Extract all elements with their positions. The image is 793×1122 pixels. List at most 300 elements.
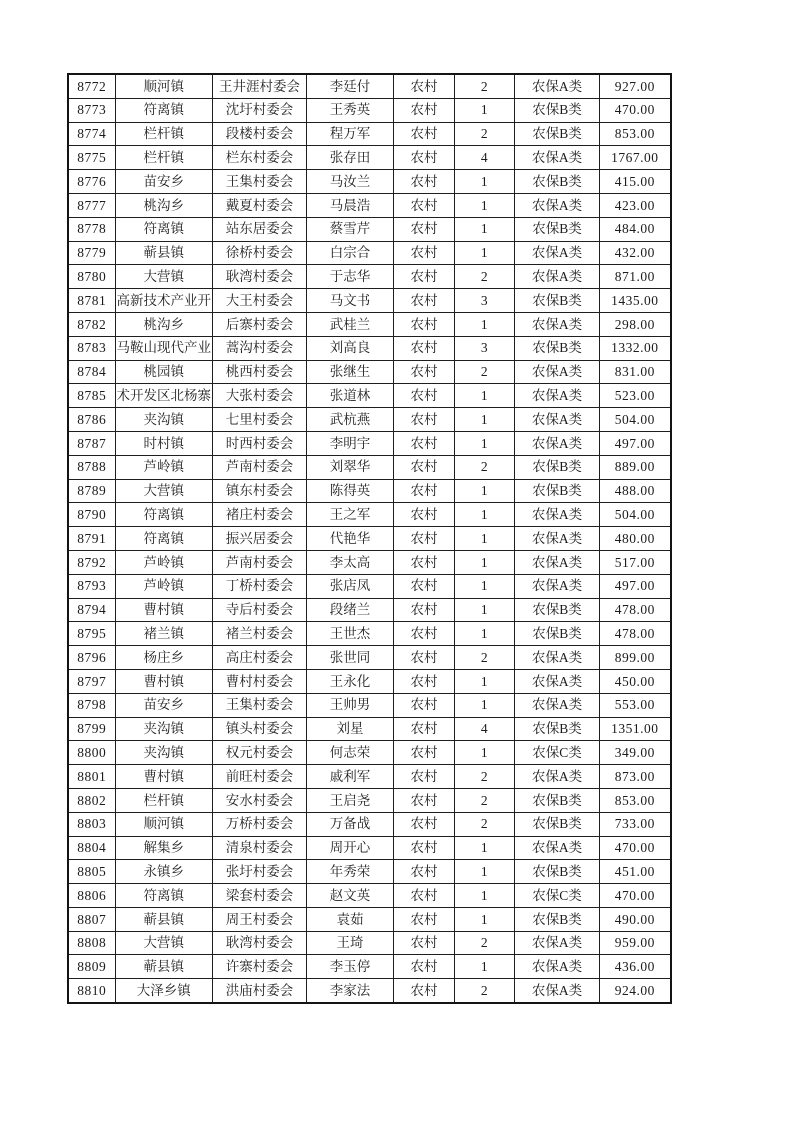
cell-seq: 8778 [68,217,115,241]
table-row [68,836,671,860]
cell-person-name: 刘星 [307,717,394,741]
cell-residence-type: 农村 [394,669,455,693]
cell-person-name: 李家法 [307,979,394,1003]
cell-insurance-category: 农保B类 [515,860,600,884]
cell-town: 曹村镇 [115,598,213,622]
cell-amount: 488.00 [600,479,671,503]
cell-village: 安水村委会 [213,788,307,812]
cell-person-name: 王秀英 [307,98,394,122]
cell-town: 栏杆镇 [115,146,213,170]
cell-residence-type: 农村 [394,336,455,360]
cell-count: 1 [455,217,515,241]
cell-count: 2 [455,812,515,836]
cell-amount: 959.00 [600,931,671,955]
cell-person-name: 于志华 [307,265,394,289]
cell-count: 1 [455,860,515,884]
cell-count: 1 [455,550,515,574]
cell-insurance-category: 农保A类 [515,693,600,717]
cell-town: 大营镇 [115,931,213,955]
cell-insurance-category: 农保C类 [515,741,600,765]
cell-seq: 8793 [68,574,115,598]
cell-village: 蒿沟村委会 [213,336,307,360]
cell-town: 解集乡 [115,836,213,860]
cell-person-name: 李廷付 [307,74,394,98]
cell-amount: 871.00 [600,265,671,289]
cell-town: 褚兰镇 [115,622,213,646]
cell-seq: 8800 [68,741,115,765]
cell-insurance-category: 农保A类 [515,241,600,265]
cell-amount: 873.00 [600,765,671,789]
cell-amount: 504.00 [600,408,671,432]
cell-town: 术开发区北杨寨 [115,384,213,408]
cell-seq: 8791 [68,527,115,551]
cell-residence-type: 农村 [394,527,455,551]
table-row [68,146,671,170]
table-row [68,431,671,455]
cell-seq: 8789 [68,479,115,503]
cell-person-name: 李太高 [307,550,394,574]
table-row [68,669,671,693]
cell-village: 大王村委会 [213,289,307,313]
cell-count: 1 [455,241,515,265]
cell-residence-type: 农村 [394,836,455,860]
cell-person-name: 马晨浩 [307,193,394,217]
cell-count: 1 [455,503,515,527]
cell-count: 1 [455,669,515,693]
cell-amount: 470.00 [600,836,671,860]
cell-seq: 8775 [68,146,115,170]
cell-seq: 8774 [68,122,115,146]
cell-seq: 8792 [68,550,115,574]
cell-town: 时村镇 [115,431,213,455]
cell-village: 沈圩村委会 [213,98,307,122]
cell-amount: 450.00 [600,669,671,693]
cell-person-name: 王世杰 [307,622,394,646]
cell-village: 镇东村委会 [213,479,307,503]
cell-insurance-category: 农保B类 [515,217,600,241]
cell-person-name: 马汝兰 [307,170,394,194]
cell-residence-type: 农村 [394,812,455,836]
cell-insurance-category: 农保B类 [515,717,600,741]
cell-count: 2 [455,455,515,479]
cell-town: 蕲县镇 [115,955,213,979]
table-row [68,98,671,122]
cell-village: 桃西村委会 [213,360,307,384]
cell-town: 桃沟乡 [115,193,213,217]
cell-seq: 8798 [68,693,115,717]
cell-count: 2 [455,765,515,789]
cell-amount: 853.00 [600,788,671,812]
cell-person-name: 王启尧 [307,788,394,812]
cell-count: 2 [455,931,515,955]
cell-count: 2 [455,788,515,812]
cell-person-name: 陈得英 [307,479,394,503]
cell-village: 王集村委会 [213,170,307,194]
table-row [68,122,671,146]
cell-residence-type: 农村 [394,146,455,170]
cell-insurance-category: 农保A类 [515,765,600,789]
cell-insurance-category: 农保C类 [515,884,600,908]
cell-residence-type: 农村 [394,693,455,717]
cell-person-name: 何志荣 [307,741,394,765]
table-row [68,336,671,360]
cell-person-name: 段绪兰 [307,598,394,622]
cell-seq: 8780 [68,265,115,289]
cell-person-name: 年秀荣 [307,860,394,884]
cell-residence-type: 农村 [394,884,455,908]
benefit-roster-table [67,73,672,1004]
cell-village: 七里村委会 [213,408,307,432]
cell-seq: 8795 [68,622,115,646]
cell-residence-type: 农村 [394,622,455,646]
table-row [68,646,671,670]
cell-village: 站东居委会 [213,217,307,241]
table-row [68,550,671,574]
table-row [68,741,671,765]
cell-person-name: 王之军 [307,503,394,527]
cell-residence-type: 农村 [394,931,455,955]
cell-insurance-category: 农保B类 [515,907,600,931]
cell-amount: 436.00 [600,955,671,979]
cell-insurance-category: 农保A类 [515,146,600,170]
cell-seq: 8790 [68,503,115,527]
cell-count: 1 [455,384,515,408]
cell-person-name: 袁茹 [307,907,394,931]
table-row [68,312,671,336]
cell-count: 1 [455,574,515,598]
cell-count: 3 [455,289,515,313]
cell-insurance-category: 农保B类 [515,812,600,836]
cell-seq: 8807 [68,907,115,931]
cell-amount: 853.00 [600,122,671,146]
cell-amount: 432.00 [600,241,671,265]
table-row [68,527,671,551]
cell-residence-type: 农村 [394,289,455,313]
cell-person-name: 代艳华 [307,527,394,551]
cell-count: 2 [455,265,515,289]
cell-town: 大泽乡镇 [115,979,213,1003]
cell-residence-type: 农村 [394,503,455,527]
cell-count: 4 [455,717,515,741]
cell-residence-type: 农村 [394,98,455,122]
cell-seq: 8779 [68,241,115,265]
cell-village: 褚庄村委会 [213,503,307,527]
cell-amount: 480.00 [600,527,671,551]
cell-person-name: 张世同 [307,646,394,670]
cell-town: 大营镇 [115,265,213,289]
cell-residence-type: 农村 [394,955,455,979]
cell-town: 顺河镇 [115,74,213,98]
table-row [68,693,671,717]
cell-seq: 8776 [68,170,115,194]
cell-amount: 899.00 [600,646,671,670]
cell-residence-type: 农村 [394,431,455,455]
cell-amount: 349.00 [600,741,671,765]
cell-amount: 523.00 [600,384,671,408]
cell-residence-type: 农村 [394,598,455,622]
cell-residence-type: 农村 [394,646,455,670]
cell-seq: 8788 [68,455,115,479]
cell-seq: 8799 [68,717,115,741]
cell-count: 2 [455,122,515,146]
cell-count: 2 [455,74,515,98]
cell-town: 曹村镇 [115,765,213,789]
cell-village: 洪庙村委会 [213,979,307,1003]
cell-town: 符离镇 [115,98,213,122]
table-row [68,74,671,98]
cell-seq: 8772 [68,74,115,98]
cell-insurance-category: 农保A类 [515,574,600,598]
cell-amount: 497.00 [600,574,671,598]
cell-insurance-category: 农保B类 [515,336,600,360]
cell-person-name: 刘高良 [307,336,394,360]
cell-town: 栏杆镇 [115,788,213,812]
cell-count: 1 [455,431,515,455]
cell-insurance-category: 农保A类 [515,193,600,217]
cell-count: 1 [455,693,515,717]
table-row [68,717,671,741]
cell-person-name: 武杭燕 [307,408,394,432]
cell-count: 1 [455,598,515,622]
cell-town: 栏杆镇 [115,122,213,146]
cell-village: 芦南村委会 [213,455,307,479]
cell-seq: 8781 [68,289,115,313]
table-row [68,241,671,265]
cell-amount: 517.00 [600,550,671,574]
cell-town: 蕲县镇 [115,907,213,931]
cell-count: 1 [455,741,515,765]
cell-village: 曹村村委会 [213,669,307,693]
cell-insurance-category: 农保A类 [515,931,600,955]
cell-seq: 8797 [68,669,115,693]
cell-village: 寺后村委会 [213,598,307,622]
cell-seq: 8796 [68,646,115,670]
cell-insurance-category: 农保B类 [515,622,600,646]
cell-insurance-category: 农保A类 [515,503,600,527]
table-row [68,503,671,527]
cell-town: 符离镇 [115,884,213,908]
cell-insurance-category: 农保A类 [515,74,600,98]
cell-count: 1 [455,884,515,908]
table-row [68,384,671,408]
table-row [68,193,671,217]
cell-seq: 8783 [68,336,115,360]
cell-town: 苗安乡 [115,170,213,194]
cell-seq: 8782 [68,312,115,336]
cell-count: 1 [455,527,515,551]
cell-village: 周王村委会 [213,907,307,931]
cell-person-name: 李明宇 [307,431,394,455]
cell-amount: 1332.00 [600,336,671,360]
cell-village: 许寨村委会 [213,955,307,979]
cell-village: 高庄村委会 [213,646,307,670]
cell-seq: 8801 [68,765,115,789]
cell-person-name: 戚利军 [307,765,394,789]
cell-residence-type: 农村 [394,217,455,241]
cell-residence-type: 农村 [394,550,455,574]
cell-residence-type: 农村 [394,455,455,479]
cell-seq: 8810 [68,979,115,1003]
table-row [68,931,671,955]
cell-person-name: 赵文英 [307,884,394,908]
cell-count: 2 [455,360,515,384]
cell-town: 顺河镇 [115,812,213,836]
cell-amount: 470.00 [600,98,671,122]
cell-residence-type: 农村 [394,907,455,931]
cell-insurance-category: 农保A类 [515,527,600,551]
cell-amount: 1351.00 [600,717,671,741]
cell-residence-type: 农村 [394,979,455,1003]
cell-amount: 504.00 [600,503,671,527]
cell-insurance-category: 农保A类 [515,836,600,860]
table-row [68,860,671,884]
table-row [68,907,671,931]
cell-insurance-category: 农保A类 [515,431,600,455]
table-row [68,598,671,622]
cell-residence-type: 农村 [394,717,455,741]
table-row [68,765,671,789]
cell-insurance-category: 农保B类 [515,170,600,194]
cell-town: 符离镇 [115,217,213,241]
cell-town: 芦岭镇 [115,455,213,479]
cell-village: 耿湾村委会 [213,265,307,289]
cell-seq: 8805 [68,860,115,884]
cell-amount: 1435.00 [600,289,671,313]
cell-amount: 924.00 [600,979,671,1003]
cell-seq: 8787 [68,431,115,455]
cell-village: 时西村委会 [213,431,307,455]
cell-town: 高新技术产业开 [115,289,213,313]
cell-amount: 1767.00 [600,146,671,170]
cell-insurance-category: 农保A类 [515,669,600,693]
cell-village: 褚兰村委会 [213,622,307,646]
table-row [68,788,671,812]
cell-seq: 8803 [68,812,115,836]
cell-count: 1 [455,312,515,336]
cell-seq: 8784 [68,360,115,384]
table-row [68,289,671,313]
cell-insurance-category: 农保B类 [515,289,600,313]
table-row [68,479,671,503]
table-row [68,884,671,908]
cell-residence-type: 农村 [394,193,455,217]
cell-amount: 451.00 [600,860,671,884]
table-row [68,455,671,479]
cell-count: 1 [455,907,515,931]
cell-insurance-category: 农保A类 [515,265,600,289]
table-body [68,74,671,1003]
cell-residence-type: 农村 [394,265,455,289]
cell-village: 大张村委会 [213,384,307,408]
table-row [68,360,671,384]
cell-residence-type: 农村 [394,74,455,98]
cell-village: 前旺村委会 [213,765,307,789]
cell-person-name: 白宗合 [307,241,394,265]
cell-person-name: 王帅男 [307,693,394,717]
cell-count: 3 [455,336,515,360]
cell-person-name: 张道林 [307,384,394,408]
cell-count: 1 [455,193,515,217]
cell-amount: 490.00 [600,907,671,931]
cell-village: 权元村委会 [213,741,307,765]
cell-amount: 889.00 [600,455,671,479]
cell-amount: 298.00 [600,312,671,336]
cell-seq: 8777 [68,193,115,217]
cell-village: 后寨村委会 [213,312,307,336]
cell-insurance-category: 农保A类 [515,979,600,1003]
cell-amount: 484.00 [600,217,671,241]
cell-town: 夹沟镇 [115,717,213,741]
cell-residence-type: 农村 [394,765,455,789]
cell-person-name: 万备战 [307,812,394,836]
cell-town: 苗安乡 [115,693,213,717]
cell-insurance-category: 农保A类 [515,646,600,670]
cell-village: 丁桥村委会 [213,574,307,598]
cell-person-name: 李玉停 [307,955,394,979]
cell-residence-type: 农村 [394,788,455,812]
cell-residence-type: 农村 [394,741,455,765]
cell-village: 振兴居委会 [213,527,307,551]
cell-count: 1 [455,408,515,432]
table-row [68,812,671,836]
cell-insurance-category: 农保B类 [515,122,600,146]
cell-village: 张圩村委会 [213,860,307,884]
cell-village: 清泉村委会 [213,836,307,860]
cell-town: 杨庄乡 [115,646,213,670]
cell-town: 永镇乡 [115,860,213,884]
cell-count: 2 [455,646,515,670]
cell-village: 万桥村委会 [213,812,307,836]
cell-seq: 8786 [68,408,115,432]
cell-person-name: 马文书 [307,289,394,313]
table-row [68,574,671,598]
table-row [68,265,671,289]
cell-person-name: 王永化 [307,669,394,693]
table-row [68,408,671,432]
cell-amount: 831.00 [600,360,671,384]
cell-amount: 478.00 [600,622,671,646]
cell-count: 1 [455,622,515,646]
cell-person-name: 蔡雪芹 [307,217,394,241]
cell-residence-type: 农村 [394,170,455,194]
cell-count: 1 [455,836,515,860]
cell-person-name: 张继生 [307,360,394,384]
cell-residence-type: 农村 [394,360,455,384]
cell-village: 芦南村委会 [213,550,307,574]
cell-insurance-category: 农保A类 [515,550,600,574]
cell-town: 芦岭镇 [115,550,213,574]
cell-village: 梁套村委会 [213,884,307,908]
cell-village: 栏东村委会 [213,146,307,170]
cell-person-name: 刘翠华 [307,455,394,479]
table-row [68,955,671,979]
cell-insurance-category: 农保A类 [515,955,600,979]
cell-village: 戴夏村委会 [213,193,307,217]
cell-person-name: 程万军 [307,122,394,146]
cell-insurance-category: 农保B类 [515,598,600,622]
cell-count: 1 [455,98,515,122]
cell-village: 徐桥村委会 [213,241,307,265]
cell-residence-type: 农村 [394,312,455,336]
cell-amount: 927.00 [600,74,671,98]
cell-town: 曹村镇 [115,669,213,693]
cell-residence-type: 农村 [394,122,455,146]
cell-town: 桃沟乡 [115,312,213,336]
cell-count: 1 [455,479,515,503]
cell-seq: 8785 [68,384,115,408]
cell-insurance-category: 农保A类 [515,312,600,336]
table-row [68,979,671,1003]
